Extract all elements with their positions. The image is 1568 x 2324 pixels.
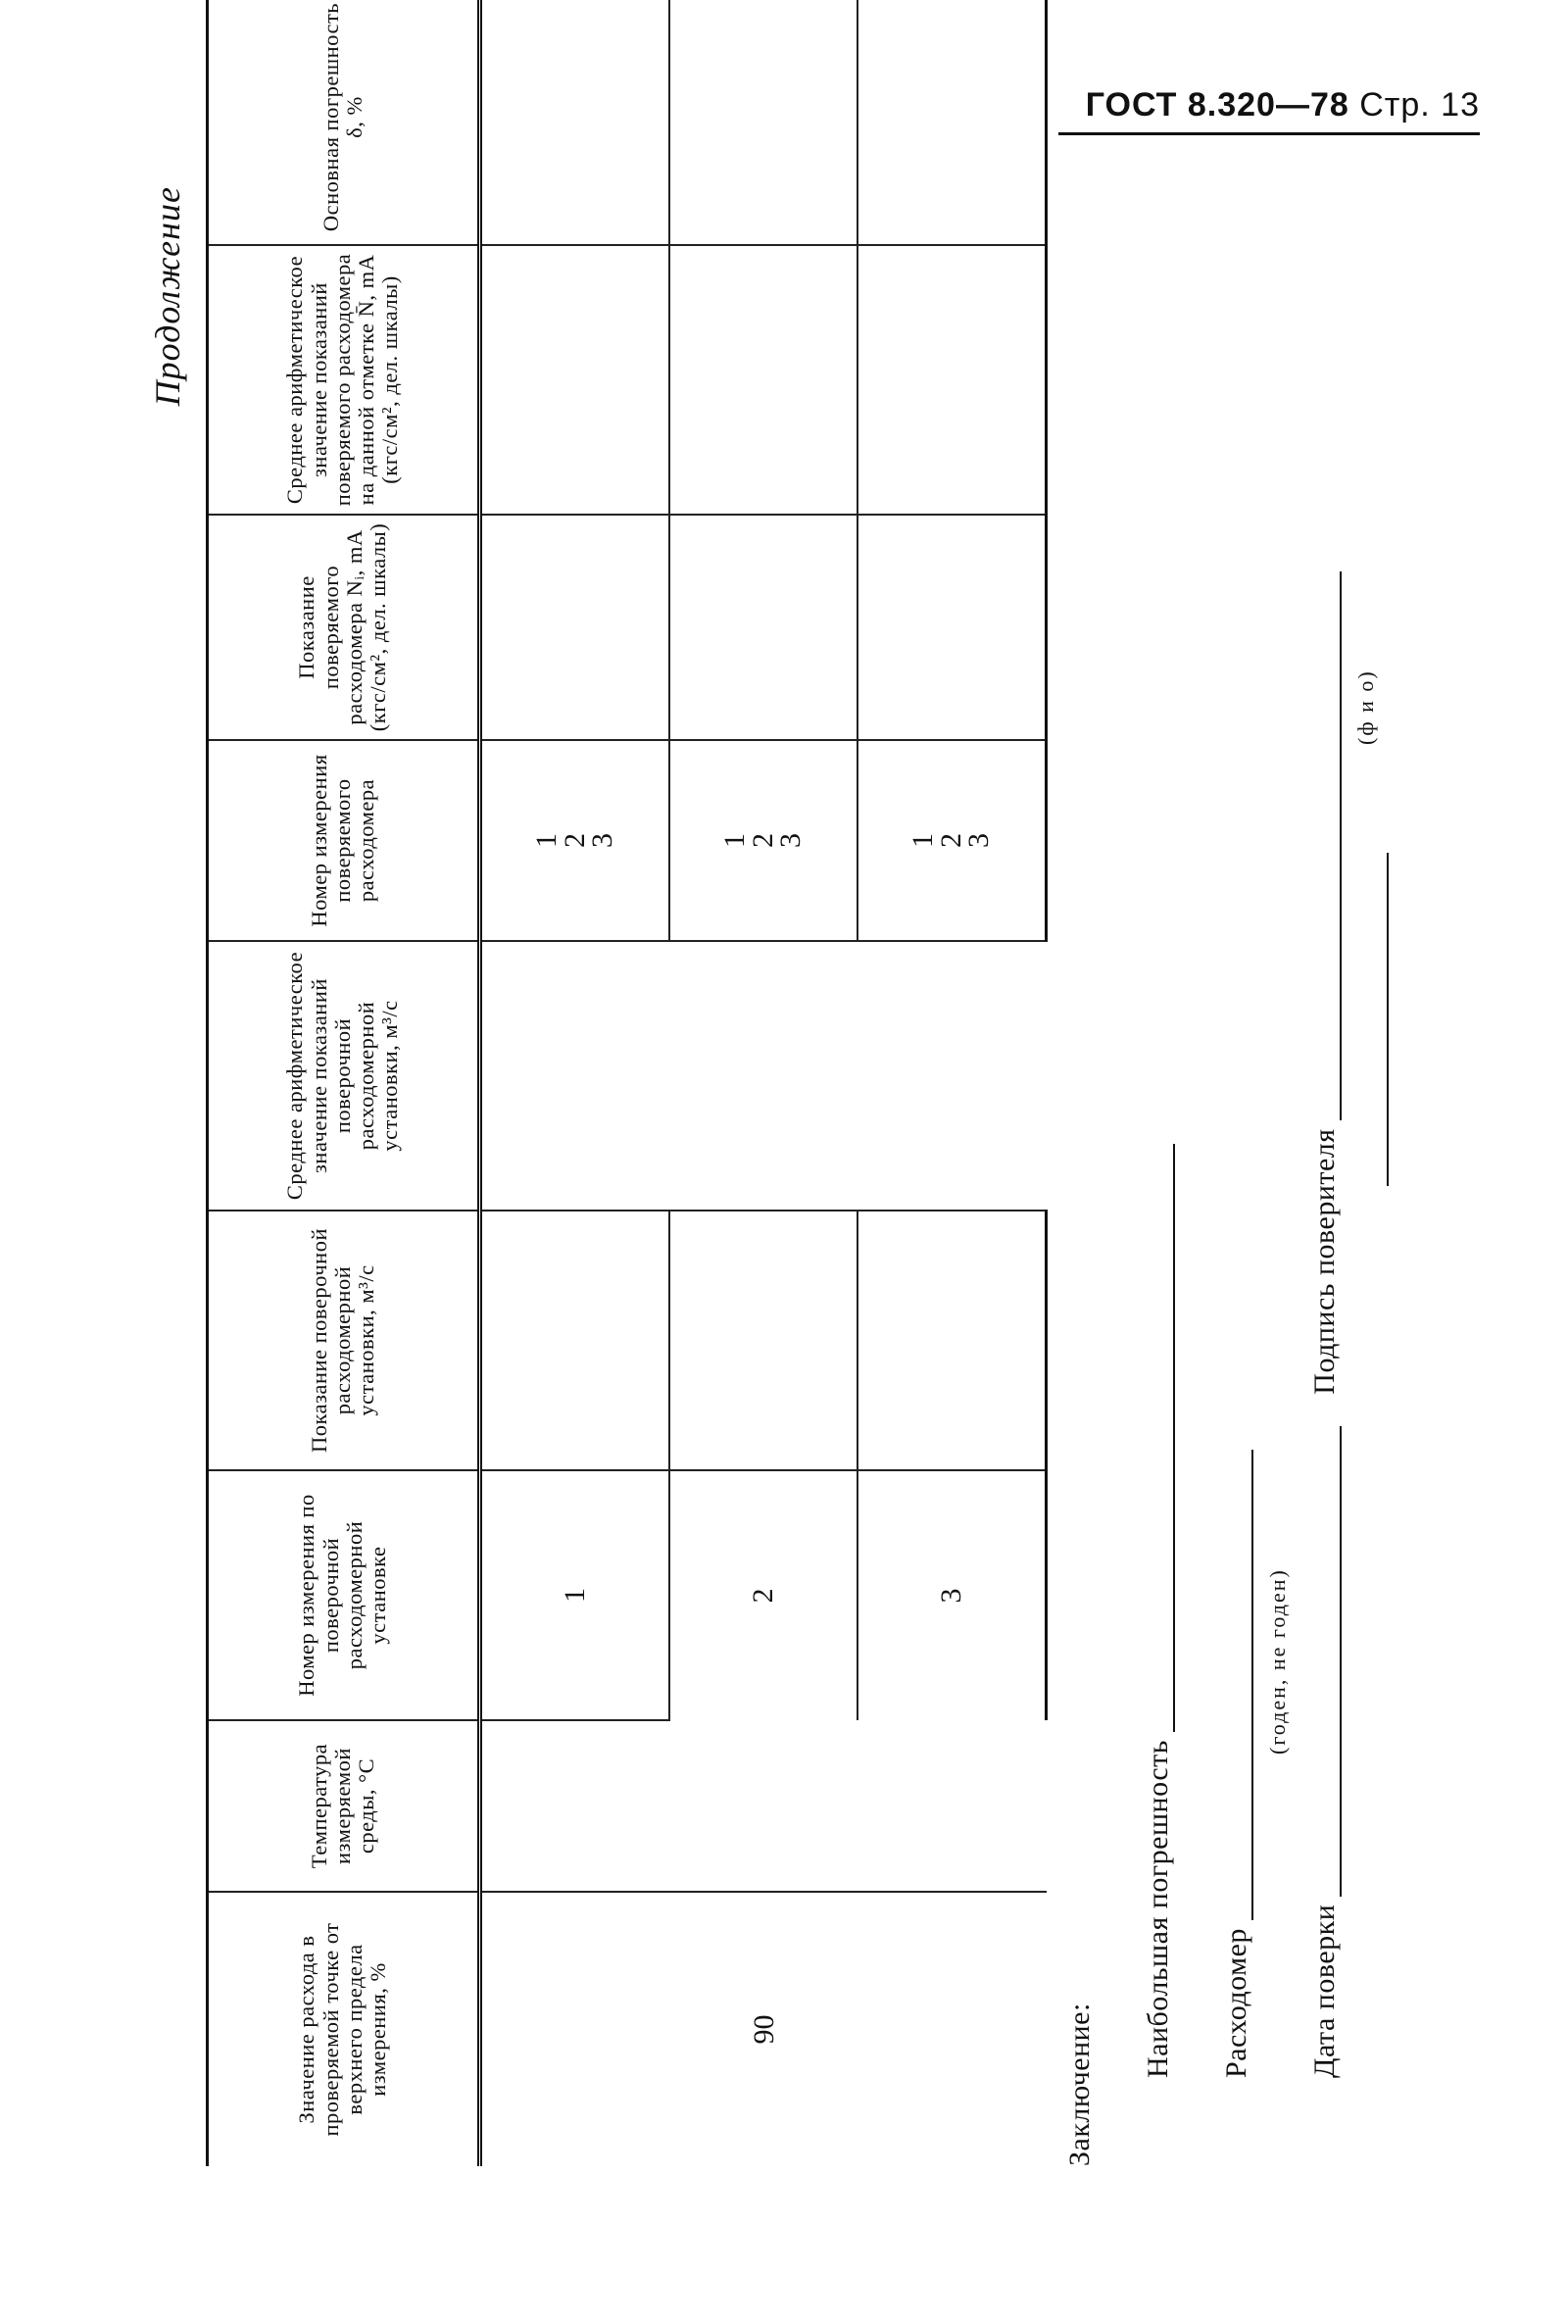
conclusion-label: Заключение: <box>1063 2003 1096 2166</box>
max-error-label: Наибольшая погрешность <box>1142 1740 1174 2078</box>
setup-reading-cell <box>480 1211 670 1470</box>
meter-mean-cell <box>669 245 858 515</box>
col-basic-error: Основная погрешность δ, % <box>208 0 480 245</box>
date-label: Дата поверки <box>1308 1904 1341 2078</box>
date-field[interactable] <box>1340 1426 1342 1897</box>
table-header-row <box>208 0 480 2166</box>
setup-no-cell: 3 <box>858 1470 1047 1720</box>
meter-no-cell: 1 2 3 <box>669 740 858 941</box>
col-setup-mean: Среднее арифметическое значение показаний поверочной расходомерной установки, м³/с <box>208 941 480 1211</box>
signature-field[interactable] <box>1340 571 1342 1120</box>
continuation-label: Продолжение <box>148 186 187 407</box>
flow-value-cell: 90 <box>480 1892 1047 2166</box>
setup-reading-cell <box>858 1211 1047 1470</box>
table-row <box>480 0 670 2166</box>
meter-mean-cell <box>480 245 670 515</box>
col-meter-reading: Показание поверяемого расходомера Nᵢ, mA (кгс/см², дел. шкалы) <box>208 515 480 740</box>
col-meter-measurement-no: Номер измерения поверяемого расходомера <box>208 740 480 941</box>
flowmeter-line <box>1220 1450 1253 2078</box>
meter-reading-cell <box>480 515 670 740</box>
setup-reading-cell <box>669 1211 858 1470</box>
meter-mean-cell <box>858 245 1047 515</box>
page-header <box>1058 86 1480 135</box>
col-flow-value: Значение расхода в проверяемой точке от верхнего предела измерения, % <box>208 1892 480 2166</box>
error-cell <box>858 0 1047 245</box>
signature-label: Подпись поверителя <box>1308 1128 1341 1395</box>
flowmeter-note: (годен, не годен) <box>1265 1568 1290 1755</box>
meter-no-cell: 1 2 3 <box>858 740 1047 941</box>
gost-number: ГОСТ 8.320—78 <box>1085 86 1349 124</box>
temperature-cell <box>480 1720 1047 1892</box>
signature-dash <box>1387 853 1389 1186</box>
setup-no-cell: 2 <box>669 1470 858 1720</box>
meter-reading-cell <box>858 515 1047 740</box>
date-signature-line <box>1308 571 1342 2078</box>
flowmeter-field[interactable] <box>1251 1450 1253 1920</box>
max-error-field[interactable] <box>1173 1144 1175 1732</box>
meter-no-cell: 1 2 3 <box>480 740 670 941</box>
meter-reading-cell <box>669 515 858 740</box>
error-cell <box>669 0 858 245</box>
error-cell <box>480 0 670 245</box>
col-meter-mean: Среднее арифметическое значение показаний поверяемого расходомера на данной отметке N̄, mA (кгс/см², дел. шкалы) <box>208 245 480 515</box>
verification-table <box>206 0 1048 2166</box>
fio-note: (ф и о) <box>1353 669 1378 745</box>
col-setup-measurement-no: Номер измерения по поверочной расходомерной установке <box>208 1470 480 1720</box>
col-setup-reading: Показание поверочной расходомерной установки, м³/с <box>208 1211 480 1470</box>
col-temperature: Температура измеряемой среды, °С <box>208 1720 480 1892</box>
page-number: Стр. 13 <box>1359 86 1480 124</box>
setup-mean-cell <box>480 941 1047 1211</box>
setup-no-cell: 1 <box>480 1470 670 1720</box>
flowmeter-label: Расходомер <box>1220 1928 1252 2078</box>
max-error-line <box>1142 1144 1175 2078</box>
